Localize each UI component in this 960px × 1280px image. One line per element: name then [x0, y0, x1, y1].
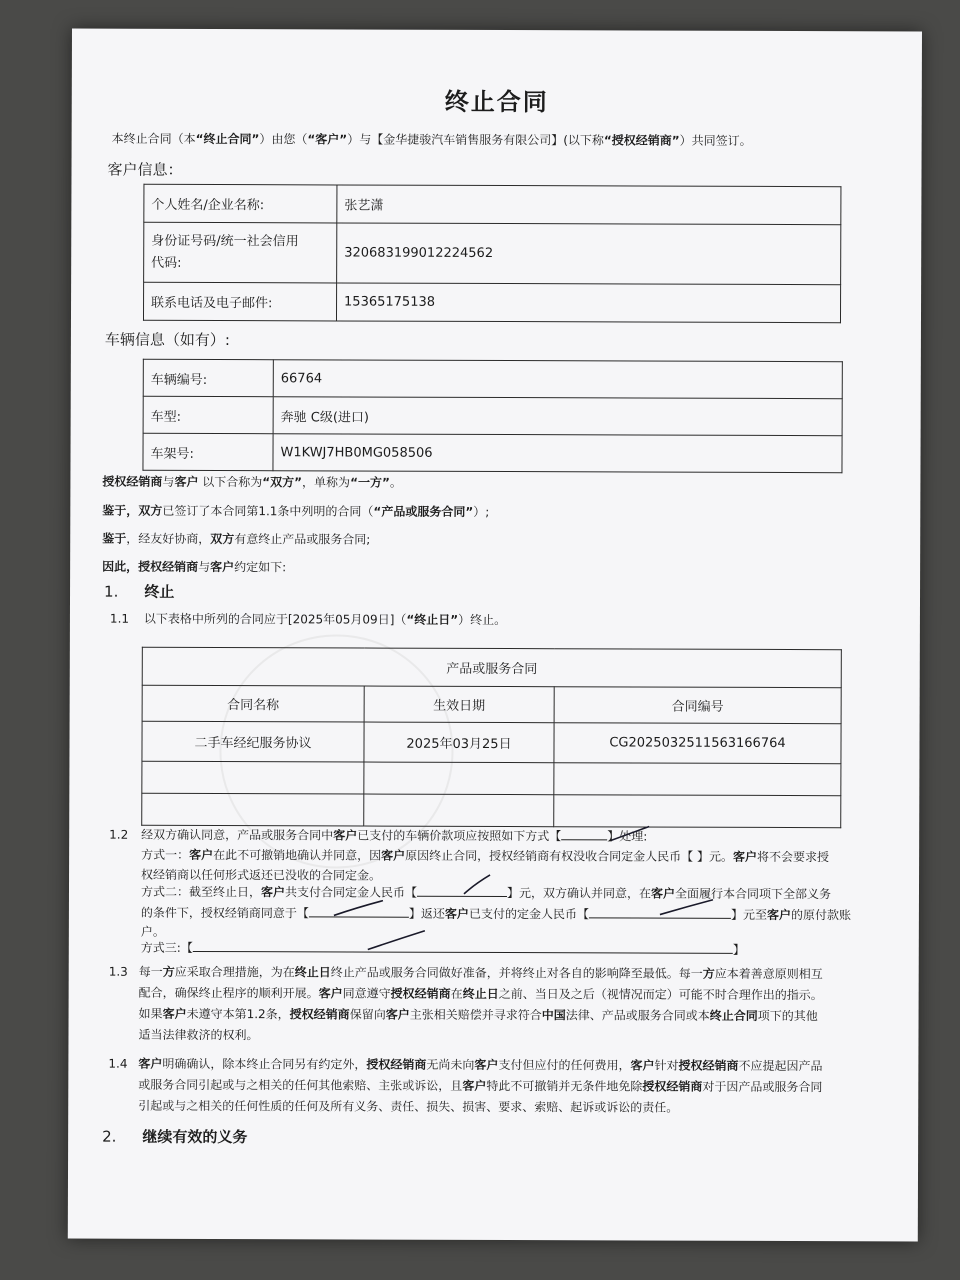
contract-number-cell: CG2025032511563166764	[554, 723, 841, 764]
table-row	[144, 222, 841, 284]
clause-line: 或服务合同引起或与之相关的任何其他索赔、主张或诉讼，且客户特此不可撤销并无条件地免除授权经销商对于因产品或服务合同	[138, 1077, 823, 1095]
clause-line: 引起或与之相关的任何性质的任何及所有义务、责任、损失、损害、要求、索赔、起诉或诉讼的责任。	[138, 1098, 679, 1115]
page-title: 终止合同	[444, 87, 549, 117]
clause-line: 适当法律救济的权利。	[138, 1027, 259, 1043]
contract-name-cell	[142, 793, 364, 826]
id-label: 身份证号码/统一社会信用 代码:	[144, 222, 337, 283]
effective-date-cell	[364, 794, 554, 827]
id-value: 320683199012224562	[337, 223, 841, 285]
section-1-heading: 1. 终止	[104, 582, 175, 601]
method-choice-blank	[561, 826, 607, 840]
clause-line: 每一方应采取合理措施，为在终止日终止产品或服务合同做好准备，并将终止对各自的影响降至最低。每一方应本着善意原则相互	[138, 964, 823, 982]
clause-line: 客户明确确认，除本终止合同另有约定外，授权经销商无尚未向客户支付但应付的任何费用，客户针对授权经销商不应提起因产品	[138, 1056, 823, 1074]
vehicle-no-value: 66764	[273, 360, 842, 399]
model-label: 车型:	[143, 396, 273, 433]
section-2-heading: 2. 继续有效的义务	[102, 1127, 248, 1147]
clause-line: 配合，确保终止程序的顺利开展。客户同意遵守授权经销商在终止日之前、当日及之后（视情况而定）可能不时合理作出的指示。	[138, 985, 823, 1003]
clause-1-1: 1.1 以下表格中所列的合同应于[2025年05月09日]（“终止日”）终止。	[109, 611, 507, 628]
method-2-line-1: 方式二：截至终止日，客户共支付合同定金人民币【 】元，双方确认并同意，在客户全面履行本合同项下全部义务	[141, 882, 831, 905]
table-row	[142, 761, 841, 795]
contact-label: 联系电话及电子邮件:	[143, 282, 336, 321]
therefore-clause: 因此，授权经销商与客户约定如下:	[102, 559, 287, 575]
table-row	[142, 721, 841, 763]
contract-number-cell	[554, 795, 841, 828]
method-3-line: 方式三:【 】	[141, 938, 745, 961]
method-2-line-3: 户。	[140, 924, 165, 939]
table-row	[143, 396, 842, 435]
handwritten-slash-mark	[331, 897, 387, 919]
contracts-caption: 产品或服务合同	[142, 647, 841, 687]
model-value: 奔驰 C级(进口)	[273, 397, 842, 436]
handwritten-slash-mark	[461, 872, 493, 898]
clause-line: 如果客户未遵守本第1.2条，授权经销商保留向客户主张相关赔偿并寻求符合中国法律、产品或服务合同或本终止合同项下的其他	[138, 1006, 818, 1024]
effective-date-cell	[364, 762, 554, 795]
whereas-clause-2: 鉴于，经友好协商，双方有意终止产品或服务合同;	[102, 531, 371, 547]
contract-name-cell: 二手车经纪服务协议	[142, 721, 364, 762]
col-contract-name: 合同名称	[142, 685, 364, 722]
table-row	[143, 433, 842, 472]
contracts-table	[141, 647, 842, 828]
contract-number-cell	[554, 763, 841, 796]
col-contract-number: 合同编号	[554, 687, 841, 724]
method-1-line-1: 方式一：客户在此不可撤销地确认并同意，因客户原因终止合同，授权经销商有权没收合同定金人民币【 】元。客户将不会要求授	[141, 847, 830, 865]
customer-info-heading: 客户信息：	[107, 160, 183, 179]
contract-name-cell	[142, 761, 364, 794]
contract-page: 终止合同 本终止合同（本“终止合同”）由您（“客户”）与【金华捷骏汽车销售服务有限公司】(以下称“授权经销商”）共同签订。 客户信息： 个人姓名/企业名称: 张艺潇 身份证号码/统一社会信用 代码: 320683199012224562 联系电话及电子邮件: 15365175138 车辆信息（如有）: 车辆编号: 66764 车型: 奔驰 C级(进口) 车架号: W1KWJ7HB0MG058506 授权经销商与客户 以下合称为“双方”，单称为“一方”。 鉴于，双方已签订了本合同第1.1条中列明的合同（“产品或服务合同”）; 鉴于，经友好协商，双方有意终止产品或服务合同; 因此，授权经销商与客户约定如下: 1. 终止 1.1 以下表格中所列的合同应于[2025年05月09日]（“终止日”）终止。 产品或服务合同 合同名称 生效日期 合同编号 二手车经纪服务协议 2025年03月25日 CG2025032511563166764 1.2 经双方确认同意，产品或服务合同中客户已支付的车辆价款项应按照如下方式【 】处理: 方式一：客户在此不可撤销地确认并同意，因客户原因终止合同，授权经销商有权没收合同定金人民币【 】元。客户将不会要求授 权经销商以任何形式返还已没收的合同定金。 方式二：截至终止日，客户共支付合同定金人民币【 】元，双方确认并同意，在客户全面履行本合同项下全部义务 的条件下，授权经销商同意于【 】返还客户已支付的定金人民币【 】元至客户的原付款账 户。 方式三:【 】 1.3 每一方应采取合理措施，为在终止日终止产品或服务合同做好准备，并将终止对各自的影响降至最低。每一方应本着善意原则相互 配合，确保终止程序的顺利开展。客户同意遵守授权经销商在终止日之前、当日及之后（视情况而定）可能不时合理作出的指示。 如果客户未遵守本第1.2条，授权经销商保留向客户主张相关赔偿并寻求符合中国法律、产品或服务合同或本终止合同项下的其他 适当法律救济的权利。 1.4 客户明确确认，除本终止合同另有约定外，授权经销商无尚未向客户支付但应付的任何费用，客户针对授权经销商不应提起因产品 或服务合同引起或与之相关的任何其他索赔、主张或诉讼，且客户特此不可撤销并无条件地免除授权经销商对于因产品或服务合同 引起或与之相关的任何性质的任何及所有义务、责任、损失、损害、要求、索赔、起诉或诉讼的责任。 2. 继续有效的义务	[68, 29, 922, 1242]
name-value: 张艺潇	[337, 185, 841, 225]
method-1-line-2: 权经销商以任何形式返还已没收的合同定金。	[141, 867, 382, 883]
intro-paragraph: 本终止合同（本“终止合同”）由您（“客户”）与【金华捷骏汽车销售服务有限公司】(以下称“授权经销商”）共同签订。	[111, 131, 752, 148]
handwritten-slash-mark	[609, 824, 653, 844]
whereas-clause-1: 鉴于，双方已签订了本合同第1.1条中列明的合同（“产品或服务合同”）;	[102, 503, 490, 519]
col-effective-date: 生效日期	[364, 686, 554, 723]
effective-date-cell: 2025年03月25日	[364, 722, 554, 763]
handwritten-slash-mark	[657, 897, 717, 919]
vehicle-info-heading: 车辆信息（如有）:	[104, 330, 231, 350]
table-row	[142, 793, 841, 827]
name-label: 个人姓名/企业名称:	[144, 184, 337, 223]
vehicle-no-label: 车辆编号:	[143, 359, 273, 396]
contact-value: 15365175138	[336, 283, 840, 323]
handwritten-slash-mark	[365, 928, 429, 954]
vin-value: W1KWJ7HB0MG058506	[273, 434, 842, 473]
vin-label: 车架号:	[143, 433, 273, 470]
table-row	[143, 282, 840, 322]
vehicle-info-table	[142, 359, 842, 473]
table-row	[144, 184, 841, 224]
method-2-line-2: 的条件下，授权经销商同意于【 】返还客户已支付的定金人民币【 】元至客户的原付款账	[141, 903, 851, 926]
method-3-blank	[193, 938, 733, 954]
parties-definition: 授权经销商与客户 以下合称为“双方”，单称为“一方”。	[102, 474, 402, 490]
customer-info-table	[143, 184, 841, 323]
table-row	[142, 647, 841, 687]
table-row	[143, 359, 842, 398]
clause-1-2-intro: 1.2 经双方确认同意，产品或服务合同中客户已支付的车辆价款项应按照如下方式【 】处理:	[109, 827, 648, 844]
table-row	[142, 685, 841, 723]
